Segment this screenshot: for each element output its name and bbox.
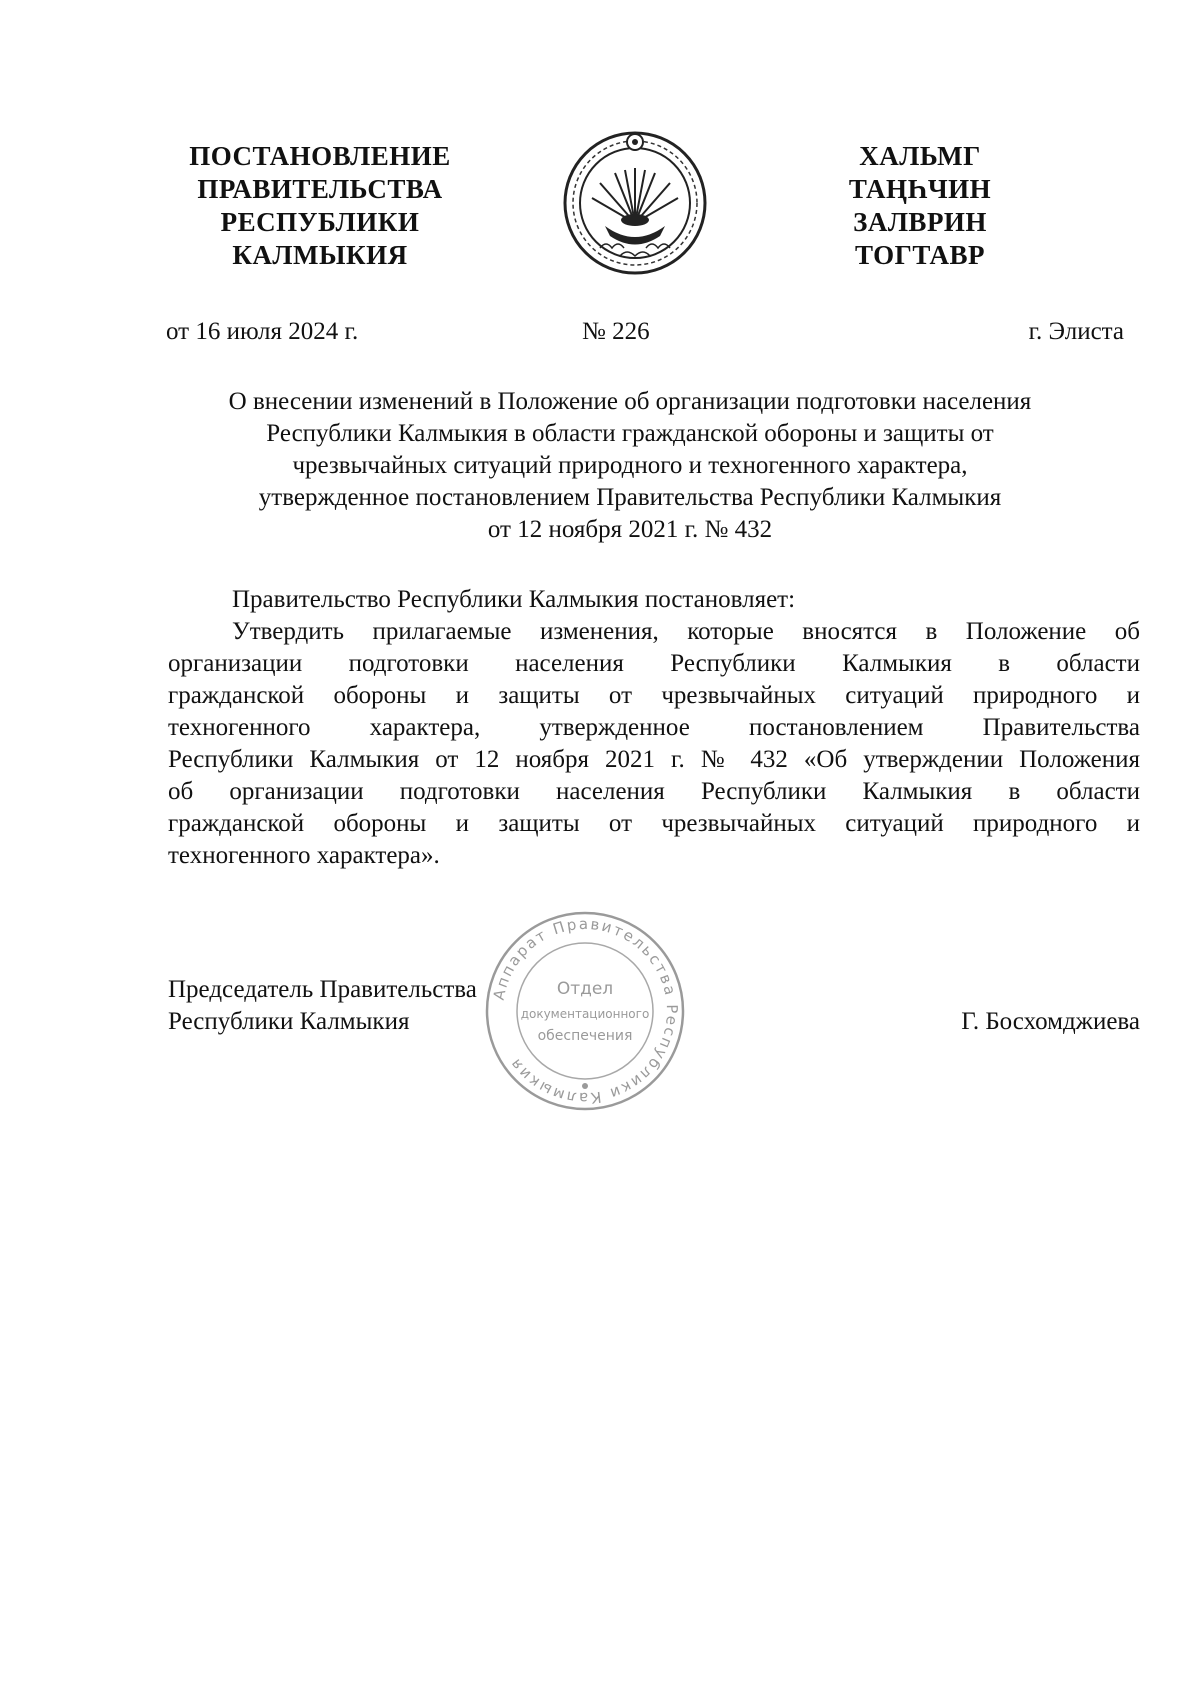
- header-left-line: ПОСТАНОВЛЕНИЕ: [189, 141, 451, 171]
- header-left-russian: [160, 140, 480, 272]
- body-intro: Правительство Республики Калмыкия постановляет:: [232, 586, 796, 613]
- document-body: [168, 584, 1140, 872]
- signature-position-line: Председатель Правительства: [168, 976, 477, 1003]
- decision-line: Утвердить прилагаемые изменения, которые вносятся в Положение об: [232, 618, 1140, 645]
- title-line: от 12 ноября 2021 г. № 432: [487, 516, 773, 543]
- header-right-line: ТАҢҺЧИН: [848, 174, 992, 204]
- decision-line: техногенного характера».: [168, 842, 440, 869]
- header-right-line: ТОГТАВР: [855, 240, 985, 270]
- official-stamp: [480, 906, 690, 1116]
- title-line: чрезвычайных ситуаций природного и техногенного характера,: [292, 452, 968, 479]
- document-date: от 16 июля 2024 г.: [166, 318, 359, 345]
- header-left-line: РЕСПУБЛИКИ: [220, 207, 420, 237]
- stamp-center-line: Отдел: [556, 979, 614, 999]
- title-line: Республики Калмыкия в области гражданской обороны и защиты от: [266, 420, 994, 447]
- stamp-center-line: документационного: [520, 1007, 650, 1021]
- document-city: г. Элиста: [1028, 318, 1124, 345]
- signature-position: [168, 974, 477, 1038]
- title-line: утвержденное постановлением Правительства Республики Калмыкия: [258, 484, 1002, 511]
- decision-line: Республики Калмыкия от 12 ноября 2021 г. № 432 «Об утверждении Положения: [168, 746, 1140, 773]
- body-decision: [168, 616, 1140, 872]
- decision-line: организации подготовки населения Республики Калмыкия в области: [168, 650, 1140, 677]
- decision-line: техногенного характера, утвержденное постановлением Правительства: [168, 714, 1140, 741]
- kalmykia-coat-of-arms-icon: [560, 128, 710, 278]
- signatory-name: Г. Босхомджиева: [961, 1008, 1140, 1035]
- header-left-line: КАЛМЫКИЯ: [232, 240, 408, 270]
- decision-line: об организации подготовки населения Республики Калмыкия в области: [168, 778, 1140, 805]
- header-right-line: ЗАЛВРИН: [853, 207, 987, 237]
- document-number: № 226: [582, 318, 650, 345]
- stamp-outer-text: Аппарат Правительства Республики Калмыкия: [489, 914, 682, 1108]
- document-title: [150, 386, 1110, 546]
- header-right-kalmyk: [800, 140, 1040, 272]
- decision-line: гражданской обороны и защиты от чрезвычайных ситуаций природного и: [168, 810, 1140, 837]
- header-right-line: ХАЛЬМГ: [859, 141, 981, 171]
- header-left-line: ПРАВИТЕЛЬСТВА: [197, 174, 443, 204]
- title-line: О внесении изменений в Положение об организации подготовки населения: [228, 388, 1032, 415]
- stamp-center-line: обеспечения: [537, 1028, 633, 1044]
- decision-line: гражданской обороны и защиты от чрезвычайных ситуаций природного и: [168, 682, 1140, 709]
- signature-position-line: Республики Калмыкия: [168, 1008, 410, 1035]
